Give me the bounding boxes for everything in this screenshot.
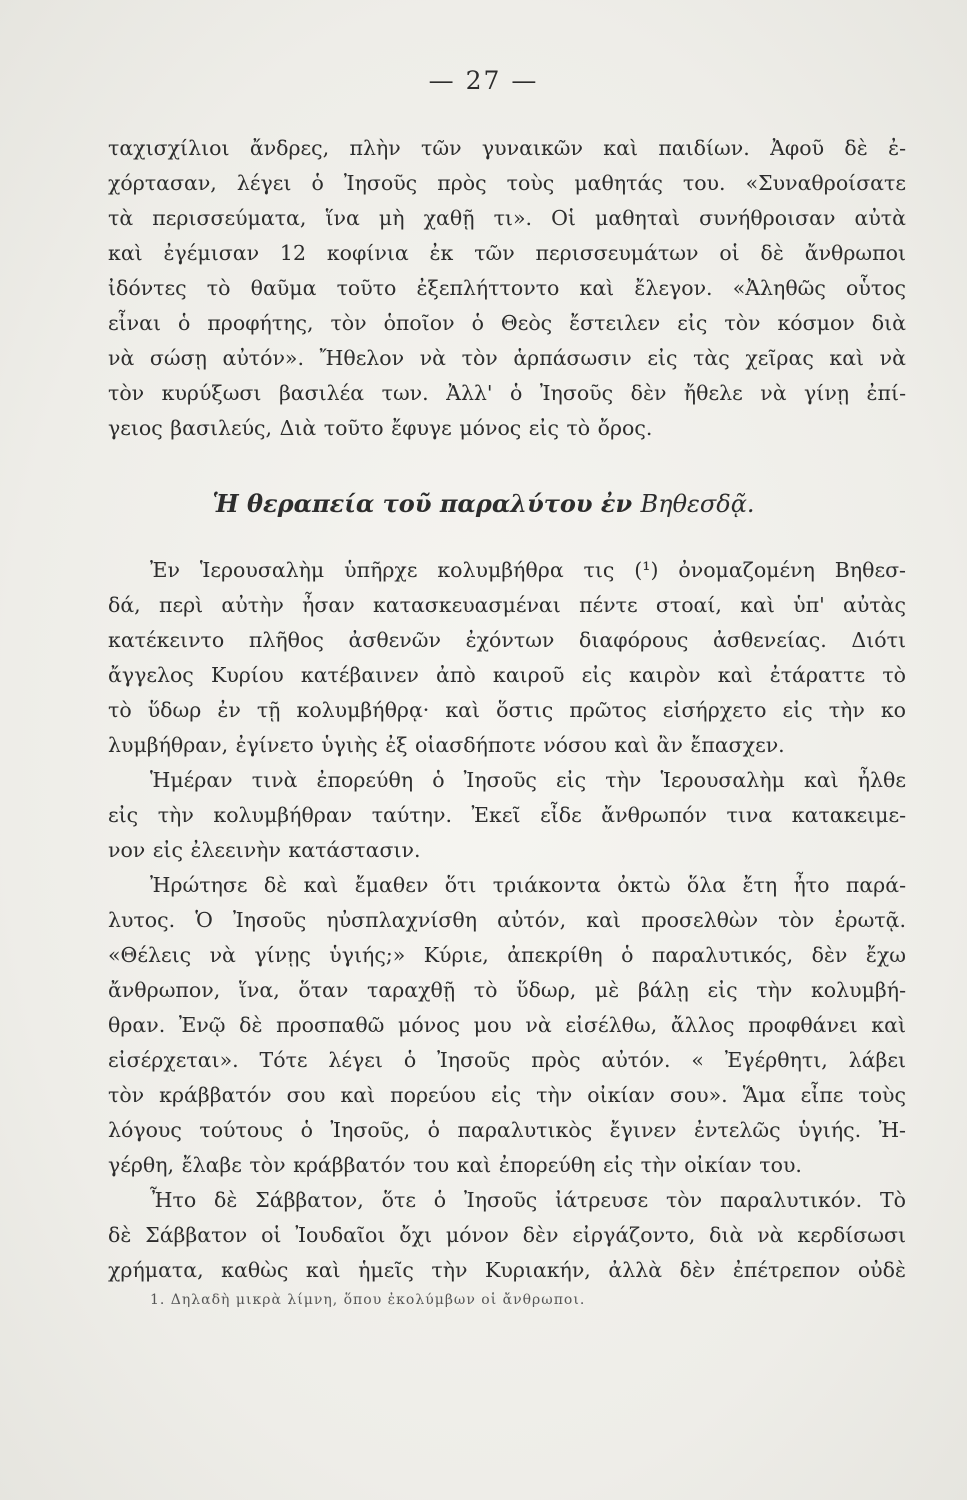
text-line: νον εἰς ἐλεεινὴν κατάστασιν. xyxy=(108,838,421,862)
section-heading-text: Ἡ θεραπεία τοῦ παραλύτου ἐν xyxy=(212,489,633,518)
section-heading xyxy=(0,489,967,518)
text-line: Ἦτο δὲ Σάββατον, ὅτε ὁ Ἰησοῦς ἰάτρευσε τὸν παραλυτικόν. Τὸ xyxy=(150,1188,906,1212)
footnote: 1. Δηλαδὴ μικρὰ λίμνη, ὅπου ἐκολύμβων οἱ ἄνθρωποι. xyxy=(150,1292,586,1308)
section-heading-place: Βηθεσδᾷ. xyxy=(640,490,755,518)
text-line: ἄνθρωπον, ἵνα, ὅταν ταραχθῇ τὸ ὕδωρ, μὲ βάλῃ εἰς τὴν κολυμβή- xyxy=(108,978,906,1002)
text-line: εἰς τὴν κολυμβήθραν ταύτην. Ἐκεῖ εἶδε ἄνθρωπόν τινα κατακειμε- xyxy=(108,803,906,827)
text-line: λόγους τούτους ὁ Ἰησοῦς, ὁ παραλυτικὸς ἔγινεν ἐντελῶς ὑγιής. Ἠ- xyxy=(108,1118,906,1142)
text-line: Ἠρώτησε δὲ καὶ ἔμαθεν ὅτι τριάκοντα ὀκτὼ ὅλα ἔτη ἦτο παρά- xyxy=(150,873,906,897)
page-number: — 27 — xyxy=(428,66,539,95)
text-line: τὰ περισσεύματα, ἵνα μὴ χαθῇ τι». Οἱ μαθηταὶ συνήθροισαν αὐτὰ xyxy=(108,206,906,230)
text-line: νὰ σώσῃ αὐτόν». Ἤθελον νὰ τὸν ἁρπάσωσιν εἰς τὰς χεῖρας καὶ νὰ xyxy=(108,346,906,370)
text-line: ταχισχίλιοι ἄνδρες, πλὴν τῶν γυναικῶν καὶ παιδίων. Ἀφοῦ δὲ ἐ- xyxy=(108,136,906,160)
text-line: «Θέλεις νὰ γίνῃς ὑγιής;» Κύριε, ἀπεκρίθη ὁ παραλυτικός, δὲν ἔχω xyxy=(108,943,906,967)
text-line: καὶ ἐγέμισαν 12 κοφίνια ἐκ τῶν περισσευμάτων οἱ δὲ ἄνθρωποι xyxy=(108,241,906,265)
text-line: λυμβήθραν, ἐγίνετο ὑγιὴς ἐξ οἱασδήποτε νόσου καὶ ἂν ἔπασχεν. xyxy=(108,733,785,757)
text-line: χρήματα, καθὼς καὶ ἡμεῖς τὴν Κυριακήν, ἀλλὰ δὲν ἐπέτρεπον οὐδὲ xyxy=(108,1258,906,1282)
text-line: λυτος. Ὁ Ἰησοῦς ηὐσπλαχνίσθη αὐτόν, καὶ προσελθὼν τὸν ἐρωτᾷ. xyxy=(108,908,906,932)
text-line: θραν. Ἐνῷ δὲ προσπαθῶ μόνος μου νὰ εἰσέλθω, ἄλλος προφθάνει καὶ xyxy=(108,1013,906,1037)
text-line: γειος βασιλεύς, Διὰ τοῦτο ἔφυγε μόνος εἰς τὸ ὄρος. xyxy=(108,416,653,440)
text-line: δά, περὶ αὐτὴν ἦσαν κατασκευασμέναι πέντε στοαί, καὶ ὑπ' αὐτὰς xyxy=(108,593,906,617)
text-line: τὸν κράββατόν σου καὶ πορεύου εἰς τὴν οἰκίαν σου». Ἅμα εἶπε τοὺς xyxy=(108,1083,906,1107)
text-line: ἄγγελος Κυρίου κατέβαινεν ἀπὸ καιροῦ εἰς καιρὸν καὶ ἐτάραττε τὸ xyxy=(108,663,906,687)
text-line: τὸ ὕδωρ ἐν τῇ κολυμβήθρᾳ· καὶ ὅστις πρῶτος εἰσήρχετο εἰς τὴν κο xyxy=(108,698,906,722)
text-line: κατέκειντο πλῆθος ἀσθενῶν ἐχόντων διαφόρους ἀσθενείας. Διότι xyxy=(108,628,906,652)
text-line: εἰσέρχεται». Τότε λέγει ὁ Ἰησοῦς πρὸς αὐτόν. « Ἐγέρθητι, λάβει xyxy=(108,1048,906,1072)
text-line: Ἡμέραν τινὰ ἐπορεύθη ὁ Ἰησοῦς εἰς τὴν Ἱερουσαλὴμ καὶ ἦλθε xyxy=(150,768,906,792)
text-line: ἰδόντες τὸ θαῦμα τοῦτο ἐξεπλήττοντο καὶ ἔλεγον. «Ἀληθῶς οὗτος xyxy=(108,276,906,300)
text-line: γέρθη, ἔλαβε τὸν κράββατόν του καὶ ἐπορεύθη εἰς τὴν οἰκίαν του. xyxy=(108,1153,802,1177)
text-line: εἶναι ὁ προφήτης, τὸν ὁποῖον ὁ Θεὸς ἔστειλεν εἰς τὸν κόσμον διὰ xyxy=(108,311,906,335)
text-line: δὲ Σάββατον οἱ Ἰουδαῖοι ὄχι μόνον δὲν εἰργάζοντο, διὰ νὰ κερδίσωσι xyxy=(108,1223,906,1247)
text-line: τὸν κυρύξωσι βασιλέα των. Ἀλλ' ὁ Ἰησοῦς δὲν ἤθελε νὰ γίνῃ ἐπί- xyxy=(108,381,906,405)
text-line: χόρτασαν, λέγει ὁ Ἰησοῦς πρὸς τοὺς μαθητάς του. «Συναθροίσατε xyxy=(108,171,906,195)
text-line: Ἐν Ἱερουσαλὴμ ὑπῆρχε κολυμβήθρα τις (¹) ὀνομαζομένη Βηθεσ- xyxy=(150,558,906,582)
